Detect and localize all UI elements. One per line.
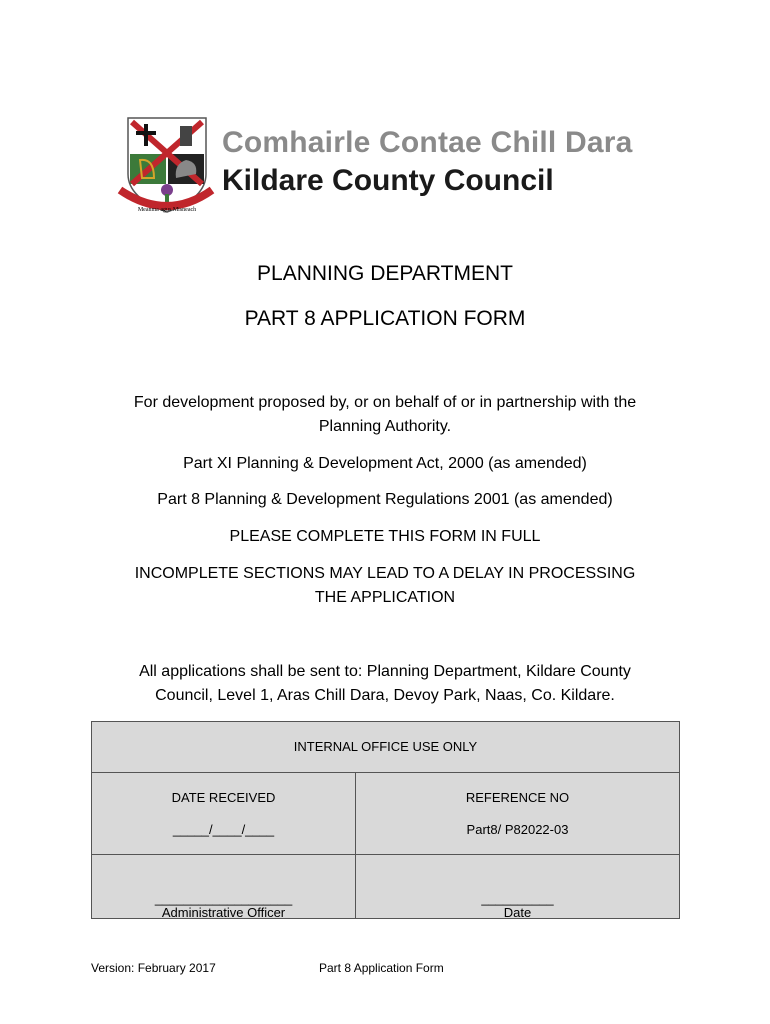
internal-office-table — [91, 721, 680, 919]
officer-signature-line[interactable]: ___________________ — [154, 891, 293, 906]
incomplete-notice-1: INCOMPLETE SECTIONS MAY LEAD TO A DELAY IN PROCESSING — [134, 565, 636, 582]
officer-label: Administrative Officer — [161, 905, 286, 920]
date-received-label: DATE RECEIVED — [171, 790, 276, 805]
council-crest-logo — [114, 112, 218, 222]
reference-no-value: Part8/ P82022-03 — [466, 822, 569, 837]
intro-line-1: For development proposed by, or on behalf of or in partnership with the — [133, 394, 637, 411]
act-reference: Part XI Planning & Development Act, 2000 (as amended) — [183, 455, 587, 472]
table-row — [92, 855, 679, 919]
intro-line-2: Planning Authority. — [318, 418, 452, 435]
footer-version: Version: February 2017 — [91, 961, 216, 975]
table-divider — [355, 772, 356, 854]
logo-motto: Meanma agus Misneach — [137, 207, 197, 213]
send-address-1: All applications shall be sent to: Planning Department, Kildare County — [139, 663, 631, 680]
incomplete-notice-2: THE APPLICATION — [314, 589, 456, 606]
table-header-row — [92, 722, 679, 773]
council-name-english: Kildare County Council — [222, 164, 554, 197]
date-label: Date — [503, 905, 532, 920]
complete-notice: PLEASE COMPLETE THIS FORM IN FULL — [229, 528, 541, 545]
date-received-field[interactable]: _____/____/____ — [172, 822, 275, 837]
table-row — [92, 772, 679, 855]
council-name-irish: Comhairle Contae Chill Dara — [222, 126, 633, 159]
form-title: PART 8 APPLICATION FORM — [244, 307, 526, 330]
department-heading: PLANNING DEPARTMENT — [257, 262, 513, 285]
send-address-2: Council, Level 1, Aras Chill Dara, Devoy Park, Naas, Co. Kildare. — [155, 687, 615, 704]
regulations-reference: Part 8 Planning & Development Regulations 2001 (as amended) — [157, 491, 613, 508]
table-header: INTERNAL OFFICE USE ONLY — [293, 739, 478, 754]
reference-no-label: REFERENCE NO — [465, 790, 570, 805]
date-signature-line[interactable]: __________ — [481, 891, 554, 906]
footer-form-title: Part 8 Application Form — [319, 961, 444, 975]
